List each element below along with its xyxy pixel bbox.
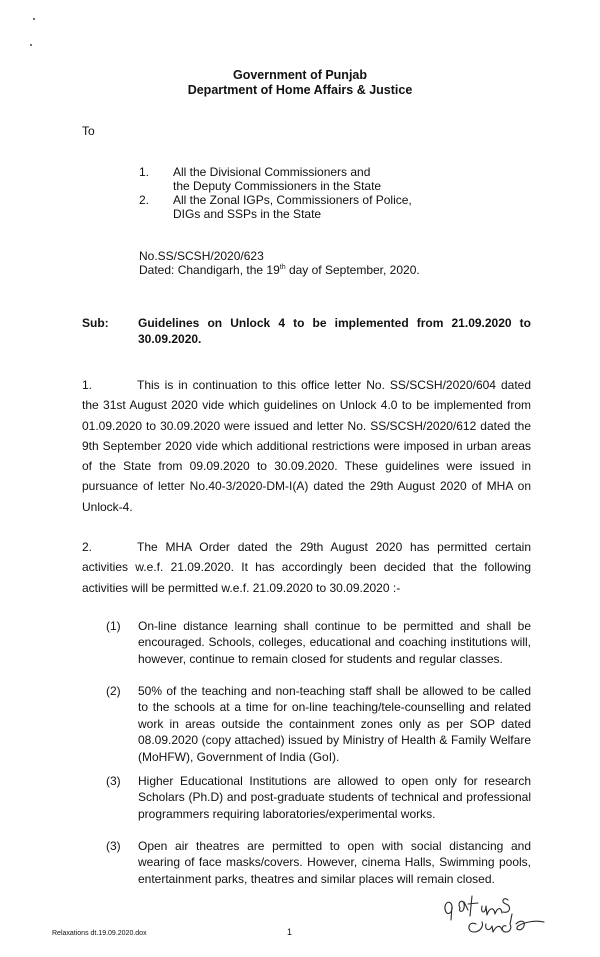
item-number: (2)	[106, 684, 121, 698]
date-prefix: Dated: Chandigarh, the 19	[139, 263, 280, 277]
recipient-line: DIGs and SSPs in the State	[173, 207, 322, 221]
subject-line-1: Guidelines on Unlock 4 to be implemented from 21.09.2020 to	[138, 316, 531, 330]
item-number: (3)	[106, 839, 121, 853]
handwritten-initials-signature	[440, 886, 556, 940]
letterhead-line-2: Department of Home Affairs & Justice	[187, 83, 413, 97]
letterhead-line-1: Government of Punjab	[232, 68, 368, 82]
recipient-line: All the Divisional Commissioners and	[173, 165, 371, 179]
item-text: 50% of the teaching and non-teaching staff shall be allowed to be called to the schools at a time for on-line teaching/tele-counselling and related work in areas outside the containment zones only as per SOP dated 08.09.2020 (copy attached) issued by Ministry of Health & Family Welfare (MoHFW), Government of India (GoI).	[138, 684, 531, 764]
subject-line-2: 30.09.2020.	[138, 332, 202, 346]
item-number: (1)	[106, 619, 121, 633]
paragraph-2	[82, 537, 531, 598]
paragraph-body: the 31st August 2020 vide which guidelines on Unlock 4.0 to be implemented from 01.09.2020 to 30.09.2020 were issued and letter No. SS/SCSH/2020/612 dated the 9th September 2020 vide which additional restrictions were imposed in urban areas of the State from 09.09.2020 to 30.09.2020. These guidelines were issued in pursuance of letter No.40-3/2020-DM-I(A) dated the 29th August 2020 of MHA on Unlock-4.	[82, 398, 531, 514]
paragraph-first-line	[82, 537, 531, 557]
reference-number: No.SS/SCSH/2020/623	[139, 249, 264, 263]
paragraph-lead-text: This is in continuation to this office letter No. SS/SCSH/2020/604 dated	[137, 378, 531, 392]
footer-filename: Relaxations dt.19.09.2020.dox	[52, 930, 147, 937]
item-text: On-line distance learning shall continue to be permitted and shall be encouraged. Schools, colleges, educational and coaching institutions will, however, continue to remain closed for students and regular classes.	[138, 619, 531, 666]
to-label: To	[82, 124, 95, 138]
scan-speck	[33, 18, 35, 20]
date-ordinal: th	[279, 264, 286, 271]
subject-label: Sub:	[82, 316, 109, 330]
recipient-line: the Deputy Commissioners in the State	[173, 179, 382, 193]
paragraph-first-line	[82, 375, 531, 395]
page-number: 1	[287, 927, 293, 937]
paragraph-number: 2.	[82, 540, 93, 554]
scan-speck	[30, 44, 32, 46]
paragraph-lead-text: The MHA Order dated the 29th August 2020 has permitted certain	[137, 540, 531, 554]
item-text: Open air theatres are permitted to open with social distancing and wearing of face masks/covers. However, cinema Halls, Swimming pools, entertainment parks, theatres and similar places will remain closed.	[138, 839, 531, 886]
paragraph-1	[82, 375, 531, 517]
paragraph-body: activities w.e.f. 21.09.2020. It has accordingly been decided that the following activities will be permitted w.e.f. 21.09.2020 to 30.09.2020 :-	[82, 560, 531, 595]
paragraph-number: 1.	[82, 378, 93, 392]
recipient-number: 2.	[139, 193, 150, 207]
date-suffix: day of September, 2020.	[285, 263, 420, 277]
item-number: (3)	[106, 774, 121, 788]
item-text: Higher Educational Institutions are allowed to open only for research Scholars (Ph.D) and post-graduate students of technical and professional programmers requiring laboratories/experimental works.	[138, 774, 531, 821]
recipient-line: All the Zonal IGPs, Commissioners of Police,	[173, 193, 412, 207]
reference-date	[139, 262, 420, 278]
recipient-number: 1.	[139, 165, 150, 179]
